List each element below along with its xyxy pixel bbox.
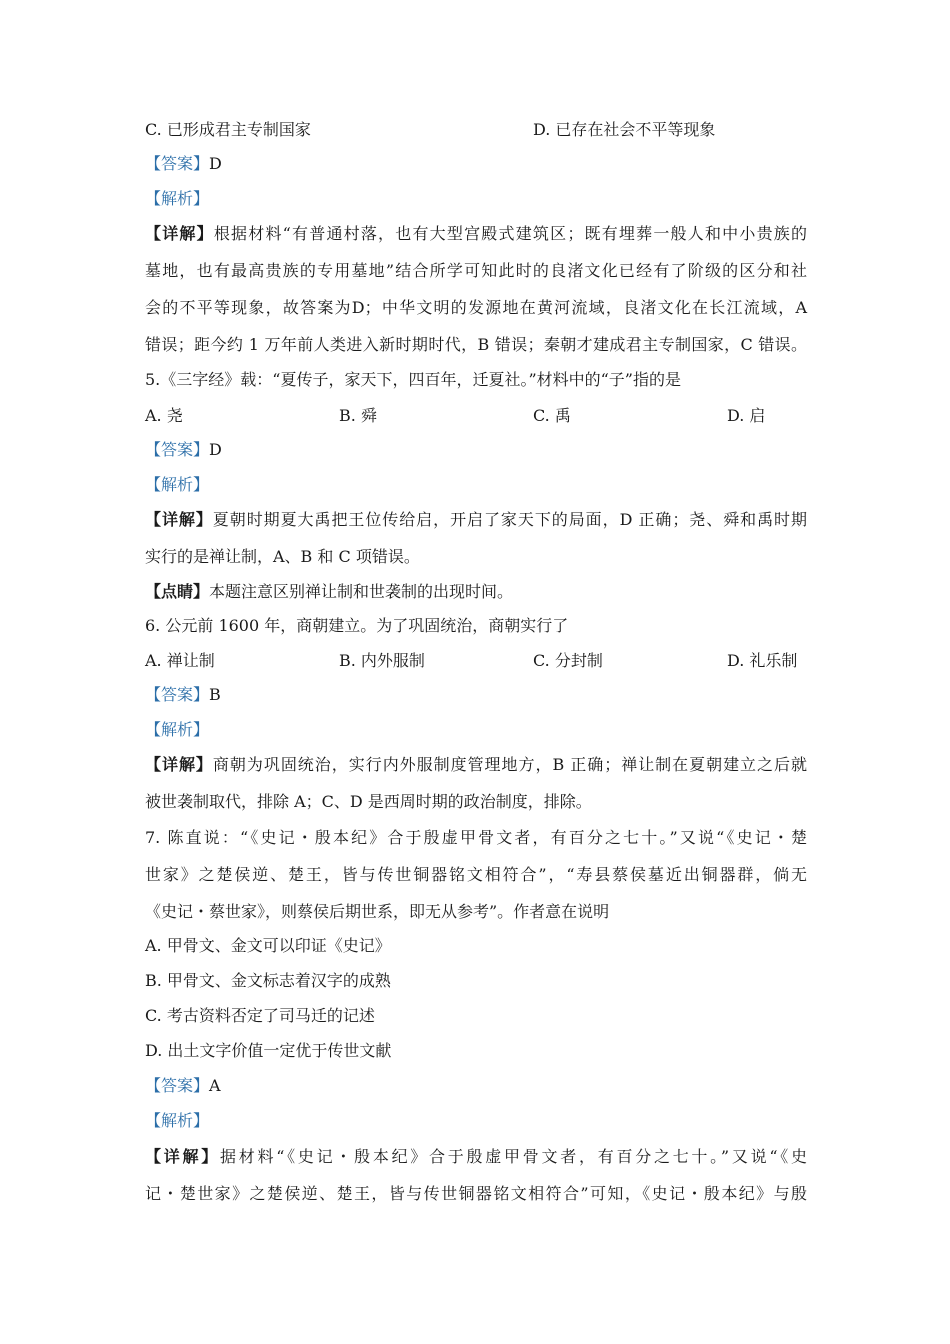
detail-tag: 【详解】: [145, 510, 213, 529]
q5-tip-line: 【点睛】本题注意区别禅让制和世袭制的出现时间。: [145, 582, 514, 601]
q5-stem: 5.《三字经》载：“夏传子，家天下，四百年，迁夏社。”材料中的“子”指的是: [145, 370, 681, 389]
q6-answer-line: [145, 685, 221, 705]
q7-answer-value: A: [209, 1076, 221, 1095]
q6-option-d: D. 礼乐制: [727, 651, 798, 670]
q7-option-b: B. 甲骨文、金文标志着汉字的成熟: [145, 971, 391, 990]
q5-option-a: A. 尧: [145, 406, 183, 425]
q5-analysis-tag: 【解析】: [145, 475, 210, 494]
q5-option-c: C. 禹: [533, 406, 571, 425]
q6-detail-line-1: 【详解】商朝为巩固统治，实行内外服制度管理地方，B 正确；禅让制在夏朝建立之后就: [145, 755, 807, 774]
q5-detail-line-1: 【详解】夏朝时期夏大禹把王位传给启，开启了家天下的局面，D 正确；尧、舜和禹时期: [145, 510, 807, 529]
q5-answer-line: [145, 440, 222, 460]
q5-detail-line-2: 实行的是禅让制，A、B 和 C 项错误。: [145, 547, 420, 566]
answer-tag: 【答案】: [145, 1076, 210, 1095]
q4-answer-line: [145, 154, 222, 174]
q5-option-b: B. 舜: [339, 406, 377, 425]
q6-option-b: B. 内外服制: [339, 651, 425, 670]
q7-detail-line-1: 【详解】据材料“《史记・殷本纪》合于殷虚甲骨文者，有百分之七十。”又说“《史: [145, 1147, 807, 1166]
q4-detail-line-3: 会的不平等现象，故答案为D；中华文明的发源地在黄河流域，良渚文化在长江流域，A: [145, 298, 807, 317]
tip-tag: 【点睛】: [145, 582, 210, 601]
detail-tag: 【详解】: [145, 224, 214, 243]
answer-tag: 【答案】: [145, 440, 210, 459]
q6-detail-line-2: 被世袭制取代，排除 A；C、D 是西周时期的政治制度，排除。: [145, 792, 592, 811]
q7-detail-line-2: 记・楚世家》之楚侯逆、楚王，皆与传世铜器铭文相符合”可知，《史记・殷本纪》与殷: [145, 1184, 807, 1203]
q4-detail-line-1: 【详解】根据材料“有普通村落，也有大型宫殿式建筑区；既有埋葬一般人和中小贵族的: [145, 224, 807, 243]
q4-option-d: D. 已存在社会不平等现象: [533, 120, 716, 139]
q6-analysis-tag: 【解析】: [145, 720, 210, 739]
q7-option-d: D. 出土文字价值一定优于传世文献: [145, 1041, 392, 1060]
q5-option-d: D. 启: [727, 406, 766, 425]
q4-detail-line-4: 错误；距今约 1 万年前人类进入新时期时代，B 错误；秦朝才建成君主专制国家，C 错误。: [145, 335, 807, 354]
q7-option-c: C. 考古资料否定了司马迁的记述: [145, 1006, 375, 1025]
q4-option-c: C. 已形成君主专制国家: [145, 120, 311, 139]
q7-stem-line-2: 世家》之楚侯逆、楚王，皆与传世铜器铭文相符合”，“寿县蔡侯墓近出铜器群，倘无: [145, 865, 807, 884]
q7-stem-line-1: 7. 陈直说：“《史记・殷本纪》合于殷虚甲骨文者，有百分之七十。”又说“《史记・楚: [145, 828, 807, 847]
q6-option-c: C. 分封制: [533, 651, 603, 670]
answer-tag: 【答案】: [145, 154, 210, 173]
q7-analysis-tag: 【解析】: [145, 1111, 210, 1130]
q7-stem-line-3: 《史记・蔡世家》，则蔡侯后期世系，即无从参考”。作者意在说明: [145, 902, 610, 921]
q5-answer-value: D: [209, 440, 222, 459]
q7-answer-line: [145, 1076, 221, 1096]
q4-analysis-tag: 【解析】: [145, 189, 210, 208]
q6-option-a: A. 禅让制: [145, 651, 215, 670]
q6-stem: 6. 公元前 1600 年，商朝建立。为了巩固统治，商朝实行了: [145, 616, 569, 635]
q6-answer-value: B: [209, 685, 221, 704]
q4-answer-value: D: [209, 154, 222, 173]
detail-tag: 【详解】: [145, 755, 213, 774]
answer-tag: 【答案】: [145, 685, 210, 704]
q4-detail-line-2: 墓地，也有最高贵族的专用墓地”结合所学可知此时的良渚文化已经有了阶级的区分和社: [145, 261, 807, 280]
q7-option-a: A. 甲骨文、金文可以印证《史记》: [145, 936, 391, 955]
detail-tag: 【详解】: [145, 1147, 220, 1166]
